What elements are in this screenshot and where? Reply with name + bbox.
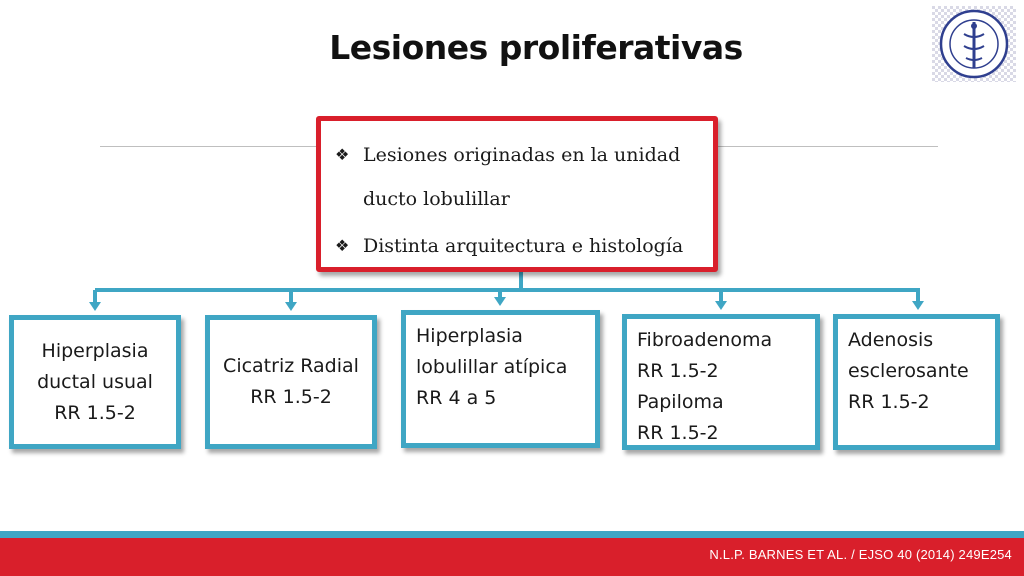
root-bullet-2 <box>335 234 683 258</box>
child-2-line-1: Cicatriz Radial <box>223 355 359 377</box>
root-node <box>316 116 718 272</box>
child-node-adenosis-esclerosante <box>833 314 1000 450</box>
diamond-bullet-icon: ❖ <box>335 236 350 255</box>
arrowhead-5 <box>912 301 924 310</box>
child-4-line-2: RR 1.5-2 <box>637 360 719 382</box>
child-2-line-2: RR 1.5-2 <box>250 386 332 408</box>
footer-accent-bar <box>0 531 1024 538</box>
arrowhead-4 <box>715 301 727 310</box>
page-title: Lesiones proliferativas <box>329 28 743 67</box>
child-4-line-1: Fibroadenoma <box>637 329 773 351</box>
child-1-line-3: RR 1.5-2 <box>54 401 136 424</box>
child-4-line-3: Papiloma <box>637 391 724 413</box>
child-3-line-3: RR 4 a 5 <box>416 387 497 409</box>
child-3-line-1: Hiperplasia <box>416 325 523 347</box>
root-bullet-2-line-1: Distinta arquitectura e histología <box>363 235 684 257</box>
child-5-line-2: esclerosante <box>848 360 969 382</box>
child-1-line-2: ductal usual <box>37 370 153 393</box>
root-bullet-1 <box>335 143 681 210</box>
child-node-hiperplasia-lobulillar <box>401 310 600 448</box>
root-bullet-1-line-2: ducto lobulillar <box>363 188 510 210</box>
arrowhead-1 <box>89 302 101 311</box>
child-node-cicatriz-radial <box>205 315 377 449</box>
child-5-line-1: Adenosis <box>848 329 934 351</box>
diamond-bullet-icon: ❖ <box>335 145 350 164</box>
child-1-line-1: Hiperplasia <box>41 339 149 362</box>
child-node-fibroadenoma-papiloma <box>622 314 820 450</box>
child-node-hiperplasia-ductal <box>9 315 181 449</box>
root-bullet-1-line-1: Lesiones originadas en la unidad <box>363 144 681 166</box>
child-5-line-3: RR 1.5-2 <box>848 391 930 413</box>
child-4-line-4: RR 1.5-2 <box>637 422 719 444</box>
footer-citation: N.L.P. BARNES ET AL. / EJSO 40 (2014) 249E254 <box>709 547 1012 562</box>
child-3-line-2: lobulillar atípica <box>416 356 568 378</box>
arrowhead-2 <box>285 302 297 311</box>
arrowhead-3 <box>494 297 506 306</box>
